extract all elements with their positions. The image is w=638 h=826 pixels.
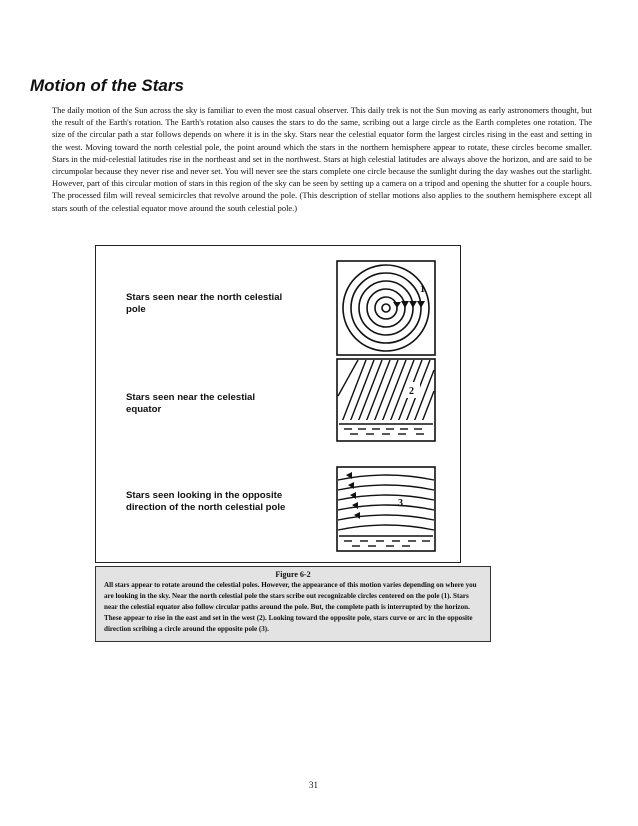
figure-caption	[95, 566, 491, 642]
figure-caption-title: Figure 6-2	[275, 570, 311, 579]
panel-2-star-trails	[336, 358, 436, 442]
body-paragraph: The daily motion of the Sun across the sky is familiar to even the most casual observer. This daily trek is not the Sun moving as early astronomers thought, but the result of the Earth's rotation. The Earth's rotation also causes the stars to do the same, scribing out a large circle as the Earth completes one rotation. The size of the circular path a star follows depends on where it is in the sky. Stars near the celestial equator form the largest circles rising in the east and setting in the west. Moving toward the north celestial pole, the point around which the stars in the northern hemisphere appear to rotate, these circles become smaller. Stars in the mid-celestial latitudes rise in the northeast and set in the northwest. Stars at high celestial latitudes are always above the horizon, and are said to be circumpolar because they never rise and never set. You will never see the stars complete one circle because the sunlight during the day washes out the starlight. However, part of this circular motion of stars in this region of the sky can be seen by setting up a camera on a tripod and opening the shutter for a couple hours. The processed film will reveal semicircles that revolve around the pole. (This description of stellar motions also applies to the southern hemisphere except all stars south of the celestial equator move around the south celestial pole.)	[52, 105, 592, 213]
panel-3-star-trails	[336, 466, 436, 552]
figure-6-2	[95, 245, 461, 563]
section-title: Motion of the Stars	[30, 76, 184, 95]
panel-1-number: 1	[420, 284, 425, 295]
panel-2-label: Stars seen near the celestial equator	[126, 392, 256, 415]
page-number: 31	[309, 780, 318, 790]
panel-1-label: Stars seen near the north celestial pole	[126, 292, 283, 315]
panel-3-label: Stars seen looking in the opposite direction of the north celestial pole	[126, 490, 286, 513]
figure-caption-text: All stars appear to rotate around the celestial poles. However, the appearance of this motion varies depending on where you are looking in the sky. Near the north celestial pole the stars scribe out recognizable circles centered on the pole (1). Stars near the celestial equator also follow circular paths around the pole. But, the complete path is interrupted by the horizon. These appear to rise in the east and set in the west (2). Looking toward the opposite pole, stars curve or arc in the opposite direction scribing a circle around the opposite pole (3).	[104, 581, 477, 633]
panel-3-number: 3	[398, 498, 403, 509]
panel-2-number: 2	[409, 386, 414, 397]
panel-1-star-trails	[336, 260, 436, 356]
